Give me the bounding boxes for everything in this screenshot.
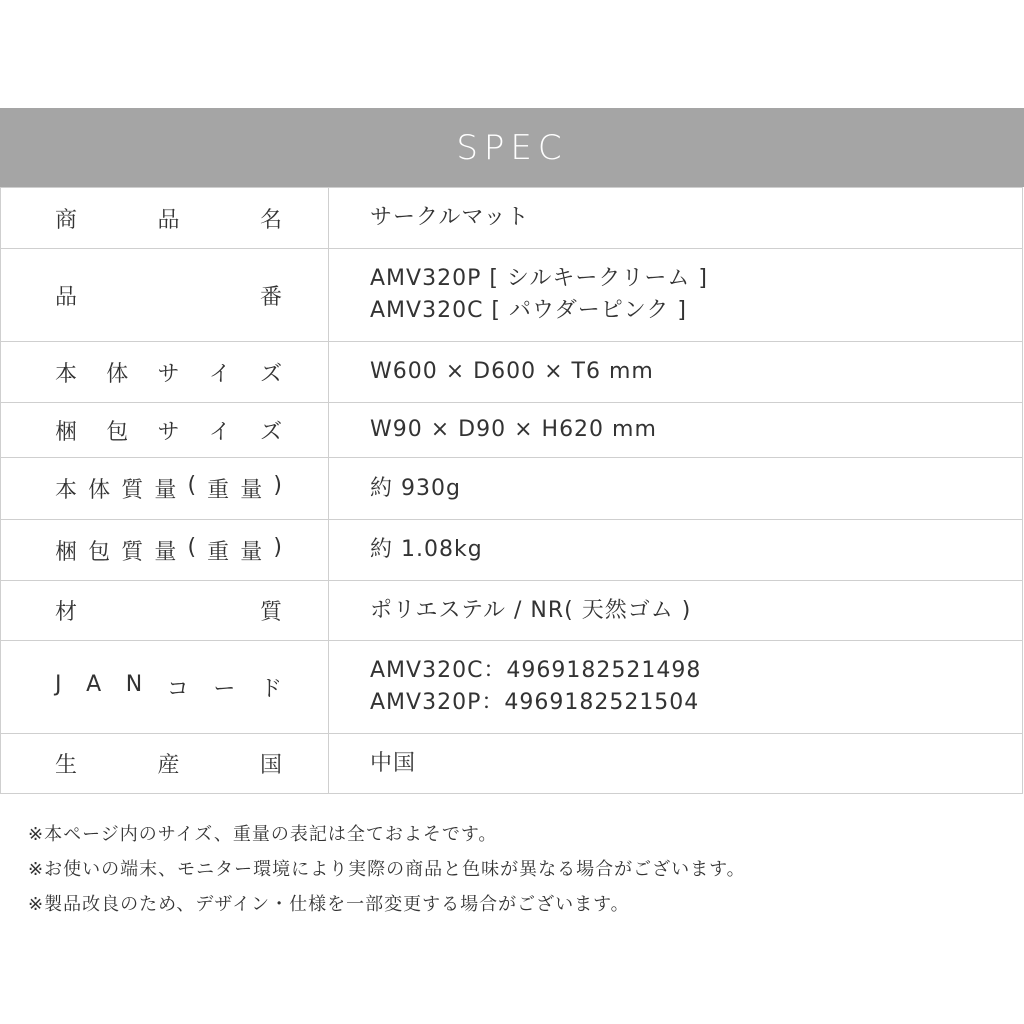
spec-value: AMV320P [ シルキークリーム ]: [370, 266, 708, 291]
spec-label-char: 体: [106, 361, 129, 387]
spec-label: [1, 415, 328, 446]
spec-value: AMV320C：4969182521498: [370, 658, 702, 683]
spec-row: [1, 458, 1023, 520]
spec-label-char: 重: [207, 539, 230, 565]
spec-row: [1, 403, 1023, 458]
spec-label-char: J: [55, 671, 62, 697]
spec-label-char: 量: [154, 478, 177, 503]
spec-row: [1, 581, 1023, 641]
spec-label-char: 商: [55, 207, 78, 233]
spec-label-char: (: [187, 473, 197, 498]
spec-value: サークルマット: [370, 205, 530, 230]
spec-value: AMV320P：4969182521504: [370, 690, 700, 715]
spec-value: 中国: [370, 750, 417, 776]
spec-value-cell: [329, 520, 1023, 581]
spec-label: [1, 748, 328, 779]
spec-value-cell: [329, 734, 1023, 794]
spec-label-char: ): [273, 473, 282, 498]
spec-label-cell: [1, 249, 329, 342]
spec-value-cell: [329, 581, 1023, 641]
spec-label-cell: [1, 520, 329, 581]
spec-label: [1, 357, 328, 388]
spec-value: W90 × D90 × H620 mm: [370, 417, 657, 442]
spec-label: [1, 280, 328, 311]
spec-row: [1, 188, 1023, 249]
spec-label-char: (: [187, 534, 197, 560]
spec-label-char: 質: [121, 539, 144, 565]
spec-label: [1, 535, 328, 566]
spec-row: [1, 641, 1023, 734]
spec-label-char: 本: [55, 361, 78, 387]
spec-label-char: 国: [259, 753, 282, 778]
spec-value: 約 930g: [370, 475, 461, 501]
spec-label: [1, 672, 328, 703]
spec-label-char: ズ: [259, 361, 282, 387]
spec-label-char: 材: [55, 600, 78, 625]
spec-value: AMV320C [ パウダーピンク ]: [370, 298, 687, 323]
spec-label-char: 梱: [55, 539, 78, 565]
spec-label-char: 名: [259, 207, 282, 233]
spec-label-cell: [1, 641, 329, 734]
spec-label-char: 産: [157, 753, 180, 778]
spec-label-cell: [1, 734, 329, 794]
spec-value-cell: [329, 458, 1023, 520]
spec-label-char: 生: [55, 753, 78, 778]
spec-label-char: サ: [157, 419, 180, 445]
spec-label-char: ー: [213, 676, 236, 702]
spec-label-char: N: [125, 671, 143, 697]
spec-label-char: ド: [259, 676, 282, 702]
spec-row: [1, 520, 1023, 581]
notes: [28, 817, 1008, 922]
spec-row: [1, 249, 1023, 342]
spec-label-char: 質: [121, 478, 144, 503]
note-line: ※製品改良のため、デザイン・仕様を一部変更する場合がございます。: [28, 894, 630, 915]
spec-label-cell: [1, 458, 329, 520]
spec-row: [1, 734, 1023, 794]
spec-title-bar: [0, 108, 1024, 187]
spec-value: W600 × D600 × T6 mm: [370, 359, 654, 384]
spec-label-char: 量: [240, 539, 263, 565]
spec-label: [1, 203, 328, 234]
spec-row: [1, 342, 1023, 403]
spec-label-char: ): [273, 534, 282, 560]
spec-label-char: 包: [106, 419, 129, 445]
spec-title: SPEC: [456, 127, 568, 168]
spec-label-char: ズ: [259, 419, 282, 445]
spec-label-cell: [1, 581, 329, 641]
spec-label-char: 品: [55, 284, 78, 310]
spec-label-char: コ: [166, 676, 189, 702]
spec-label-char: 量: [154, 539, 177, 565]
spec-label-cell: [1, 403, 329, 458]
spec-value-cell: [329, 249, 1023, 342]
spec-value: 約 1.08kg: [370, 537, 483, 562]
spec-table: [0, 187, 1023, 794]
spec-label-char: 重: [207, 478, 230, 503]
note-line: ※本ページ内のサイズ、重量の表記は全ておよそです。: [28, 824, 498, 845]
spec-label-char: 番: [259, 284, 282, 310]
spec-label-cell: [1, 342, 329, 403]
spec-value: ポリエステル / NR( 天然ゴム ): [370, 597, 692, 623]
note-line: ※お使いの端末、モニター環境により実際の商品と色味が異なる場合がございます。: [28, 859, 746, 880]
spec-label-char: イ: [208, 419, 231, 445]
spec-value-cell: [329, 641, 1023, 734]
spec-label: [1, 473, 328, 504]
spec-label-char: 量: [240, 478, 263, 503]
spec-label-char: 体: [88, 478, 111, 503]
spec-label-cell: [1, 188, 329, 249]
spec-label-char: 本: [55, 478, 78, 503]
spec-label: [1, 595, 328, 626]
spec-value-cell: [329, 403, 1023, 458]
spec-label-char: イ: [208, 361, 231, 387]
spec-label-char: サ: [157, 361, 180, 387]
spec-label-char: 質: [259, 600, 282, 625]
spec-value-cell: [329, 188, 1023, 249]
spec-value-cell: [329, 342, 1023, 403]
spec-label-char: A: [86, 671, 102, 697]
spec-label-char: 梱: [55, 419, 78, 445]
spec-label-char: 包: [88, 539, 111, 565]
spec-label-char: 品: [157, 207, 180, 233]
